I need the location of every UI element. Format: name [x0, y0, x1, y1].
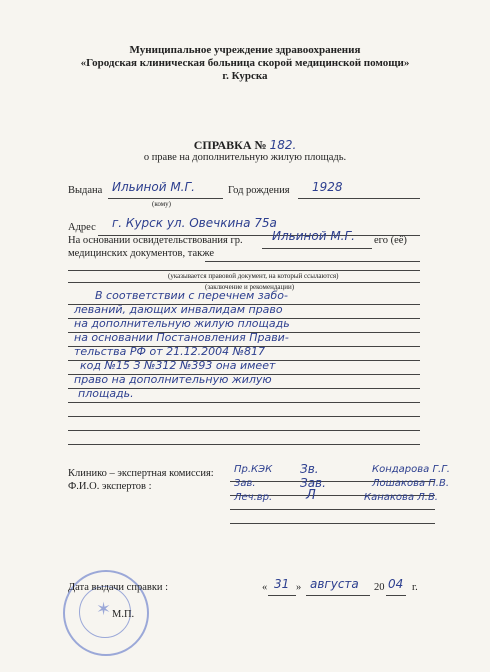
- certificate-number: 182.: [269, 138, 297, 152]
- address-label: Адрес: [68, 222, 96, 233]
- issue-day: 31: [274, 577, 290, 591]
- conclusion-line: площадь.: [78, 387, 134, 400]
- basis-caption2: (заключение и рекомендации): [205, 283, 295, 291]
- birth-year-label: Год рождения: [228, 185, 290, 196]
- basis-line2: медицинских документов, также: [68, 248, 214, 259]
- document-title: [0, 138, 490, 153]
- address-value: г. Курск ул. Овечкина 75а: [112, 216, 277, 230]
- member-signature: Зав.: [300, 476, 326, 490]
- issue-month: августа: [310, 577, 359, 591]
- issue-year-unit: г.: [412, 582, 418, 593]
- member-name: Лошакова П.В.: [372, 478, 450, 489]
- member-role: Леч.вр.: [234, 492, 273, 503]
- org-city: г. Курска: [222, 70, 268, 82]
- seal-label: М.П.: [112, 609, 135, 620]
- conclusion-line: на основании Постановления Прави-: [74, 331, 289, 344]
- basis-label: На основании освидетельствования гр.: [68, 235, 243, 246]
- issued-name: Ильиной М.Г.: [112, 180, 195, 194]
- issued-label: Выдана: [68, 185, 103, 196]
- basis-name: Ильиной М.Г.: [272, 229, 355, 243]
- issue-date-label: Дата выдачи справки :: [68, 582, 169, 593]
- member-name: Кондарова Г.Г.: [372, 464, 450, 475]
- conclusion-line: леваний, дающих инвалидам право: [74, 303, 283, 316]
- birth-year: 1928: [312, 180, 343, 194]
- issue-year-suffix: 04: [388, 577, 404, 591]
- conclusion-line: на дополнительную жилую площадь: [74, 317, 290, 330]
- member-signature: Зв.: [300, 462, 319, 476]
- basis-tail: его (её): [374, 235, 407, 246]
- org-name-line1: Муниципальное учреждение здравоохранения: [129, 44, 361, 56]
- issue-year-prefix: 20: [374, 582, 385, 593]
- conclusion-line: В соответствии с перечнем забо-: [95, 289, 288, 302]
- basis-caption1: (указывается правовой документ, на который ссылаются): [168, 272, 339, 280]
- commission-label: Клинико – экспертная комиссия:: [68, 468, 214, 479]
- member-role: Зав.: [234, 478, 256, 489]
- document-subtitle: о праве на дополнительную жилую площадь.: [143, 152, 347, 163]
- title-prefix: СПРАВКА №: [193, 138, 267, 152]
- member-signature: Л: [306, 488, 316, 503]
- experts-label: Ф.И.О. экспертов :: [68, 481, 152, 492]
- seal-emblem-icon: ✶: [96, 599, 112, 619]
- conclusion-line: код №15 З №312 №393 она имеет: [80, 359, 276, 372]
- certificate-page: Муниципальное учреждение здравоохранения «Городская клиническая больница скорой медицинской помощи» г. Курска СПРАВКА № 182. о праве на дополнительную жилую площадь. Выдана Ильиной М.Г. Год рождения 1928 (кому) Адрес г. Курск ул. Овечкина 75а На основании освидетельствования гр. Ильиной М.Г. его (её) медицинских документов, также (указывается правовой документ, на который ссылаются) (заключение и рекомендации) В соответствии с перечнем забо- леваний, дающих инвалидам право на дополнительную жилую площадь на основании Постановления Прави- тельства РФ от 21.12.2004 №817 код №15 З №312 №393 она имеет право на дополнительную жилую площадь. Клинико – экспертная комиссия: Ф.И.О. экспертов : Пр.КЭК Зв. Кондарова Г.Г. Зав. Зав. Лошакова П.В. Леч.вр. Л Канакова Л.В. ✶ Дата выдачи справки : « 31 » августа 20 04 г. М.П.: [0, 0, 490, 672]
- conclusion-line: тельства РФ от 21.12.2004 №817: [74, 345, 266, 358]
- issued-caption: (кому): [152, 200, 172, 208]
- conclusion-line: право на дополнительную жилую: [74, 373, 272, 386]
- org-name-line2: «Городская клиническая больница скорой медицинской помощи»: [80, 57, 410, 69]
- member-name: Канакова Л.В.: [364, 492, 438, 503]
- member-role: Пр.КЭК: [234, 464, 273, 475]
